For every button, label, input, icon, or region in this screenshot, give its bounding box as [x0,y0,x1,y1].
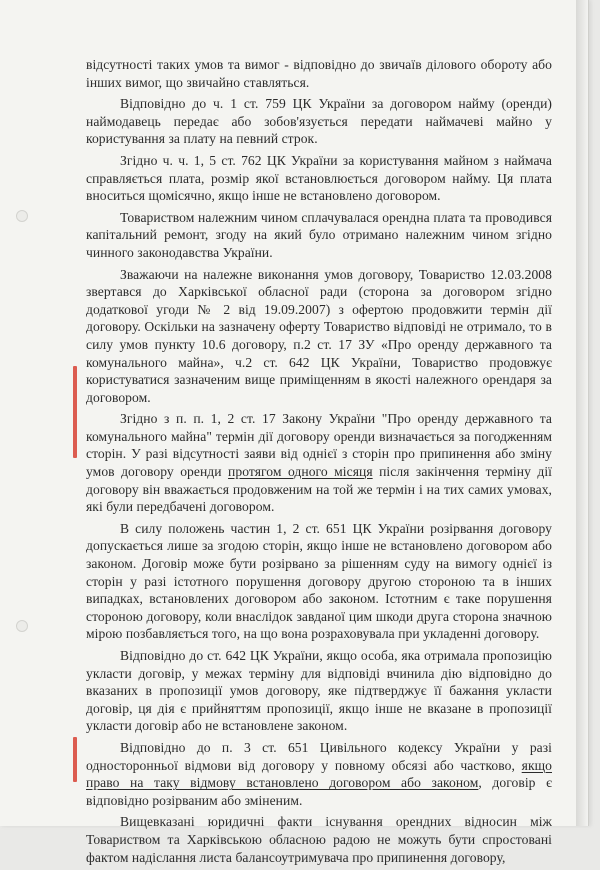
paragraph: Товариством належним чином сплачувалася орендна плата та проводився капітальний ремонт, згоду на який було отримано належним чином згідно чинного законодавства України. [86,209,552,260]
paragraph: В силу положень частин 1, 2 ст. 651 ЦК України розірвання договору допускається лише за згодою сторін, якщо інше не встановлено договором або законом. Договір може бути розірвано за рішенням суду на вимогу однієї із сторін у разі істотного порушення договору другою стороною та в інших випадках, встановлених договором або законом. Істотним є таке порушення стороною договору, коли внаслідок завданої цим шкоди друга сторона значною мірою позбавляється того, на що вона розраховувала при укладенні договору. [86,520,552,642]
paragraph [86,739,552,809]
margin-highlight-bar [73,737,77,782]
punch-hole-bottom [16,620,28,632]
underlined-phrase: якщо право на таку відмову встановлено договором або законом [86,757,552,791]
paragraph-text: Згідно з п. п. 1, 2 ст. 17 Закону України "Про оренду державного та комунального майна" термін дії договору оренди визначається за погодженням сторін. У разі відсутності заяви від однієї з сторін про припинення або зміну умов договору оренди [86,411,552,480]
paragraph-text: , договір є відповідно розірваним або зміненим. [86,775,552,808]
underlined-phrase: протягом одного місяця [228,464,373,480]
paragraph: Зважаючи на належне виконання умов договору, Товариство 12.03.2008 звертався до Харківської обласної ради (сторона за договором згідно додаткової угоди № 2 від 19.09.2007) з офертою продовжити термін дії договору. Оскільки на зазначену оферту Товариство відповіді не отримало, то в силу умов пункту 10.6 договору, п.2 ст. 17 ЗУ «Про оренду державного та комунального майна», ч.2 ст. 642 ЦК України, Товариство продовжує користуватися зазначеним вище приміщенням в якості належного орендаря за договором. [86,266,552,405]
paragraph: Відповідно до ст. 642 ЦК України, якщо особа, яка отримала пропозицію укласти договір, у межах терміну для відповіді вчинила дію відповідно до вказаних в пропозиції умов договору, яке підтверджує її бажання укласти договір, ця дія є прийняттям пропозиції, якщо інше не вказане в пропозиції укласти договір або не встановлене законом. [86,648,552,734]
paragraph: Вищевказані юридичні факти існування орендних відносин між Товариством та Харківською обласною радою не можуть бути спростовані фактом надіслання листа балансоутримувача про припинення договору, [86,814,552,865]
paragraph-text: після закінчення терміну дії договору він вважається продовженим на той же термін і на тих самих умовах, які були передбачені договором. [86,464,552,515]
margin-highlight-bar [73,366,77,458]
paragraph: Відповідно до ч. 1 ст. 759 ЦК України за договором найму (оренди) наймодавець передає або зобов'язується передати наймачеві майно у користування за плату на певний строк. [86,96,552,147]
paragraph: відсутності таких умов та вимог - відповідно до звичаїв ділового обороту або інших вимог, що звичайно ставляться. [86,57,552,90]
paragraph [86,410,552,516]
document-body [86,56,552,870]
paragraph: Згідно ч. ч. 1, 5 ст. 762 ЦК України за користування майном з наймача справляється плата, розмір якої встановлюється договором найму. Ця плата вноситься щомісячно, якщо інше не встановлено договором. [86,152,552,204]
paragraph-text: Відповідно до п. 3 ст. 651 Цивільного кодексу України у разі односторонньої відмови від договору у повному обсязі або частково, [86,739,552,773]
punch-hole-top [16,210,28,222]
page-edge [576,0,588,826]
